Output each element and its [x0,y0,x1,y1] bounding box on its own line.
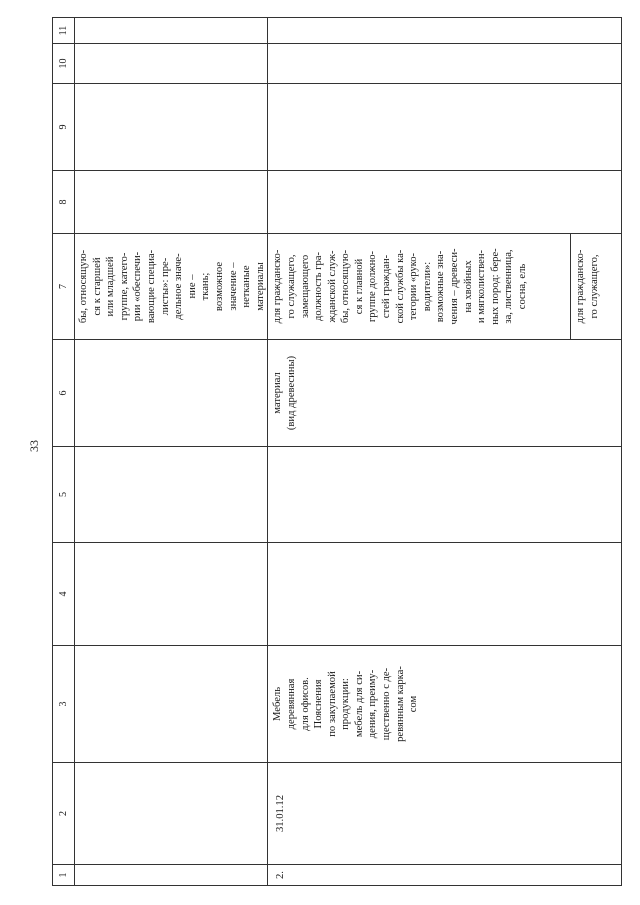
cell [75,865,268,886]
procurement-table [52,17,622,886]
header-row [53,18,75,886]
cell [268,447,622,543]
header-col-8: 8 [53,171,75,234]
header-col-9: 9 [53,84,75,171]
cell-product-name [268,646,622,763]
cell [75,84,268,171]
cell [268,171,622,234]
header-col-3: 3 [53,646,75,763]
page-number: 33 [26,440,41,452]
rotated-table-container [52,18,615,886]
header-col-10: 10 [53,44,75,84]
cell [75,171,268,234]
cell [268,18,622,44]
cell [268,543,622,646]
cell-characteristic [268,340,622,447]
requirements-text: для гражданско- го служащего, замещающего должность гра- жданской служ- бы, относящую- ся к главной группе должно- стей граждан- ской службы ка- тегории «руко- водители»: возможные зна- чения – древеси- на хвойных и мягколиствен- ных пород: бере- за, лиственница, сосна, ель [268,234,571,339]
header-col-11: 11 [53,18,75,44]
cell [75,18,268,44]
requirements-text-continued: для гражданско- го служащего, [575,249,600,324]
header-col-2: 2 [53,763,75,865]
cell-requirements [75,234,268,340]
header-col-4: 4 [53,543,75,646]
product-name: Мебель деревянная для офисов. Пояснения по закупаемой продукции: мебель для си- дения, преиму- щественно с де- ревянным карка- сом [272,666,420,742]
header-col-7: 7 [53,234,75,340]
table-row [75,18,268,886]
cell-requirements [268,234,622,340]
requirements-text: бы, относящую- ся к старшей или младшей группе, катего- рии «обеспечи- вающие специа- листы»: пре- дельное значе- ние – ткань; возможное значение – нетканые материалы [78,249,266,324]
table-row [268,18,622,886]
header-col-1: 1 [53,865,75,886]
cell [75,447,268,543]
header-col-6: 6 [53,340,75,447]
cell [75,543,268,646]
cell [75,646,268,763]
row-number: 2. [275,871,287,879]
header-col-5: 5 [53,447,75,543]
cell [268,84,622,171]
okpd-code: 31.01.12 [275,794,287,833]
cell [75,44,268,84]
cell [75,763,268,865]
cell [268,44,622,84]
cell-row-number [268,865,622,886]
cell-code [268,763,622,865]
cell [75,340,268,447]
characteristic-name: материал (вид древесины) [272,355,297,431]
